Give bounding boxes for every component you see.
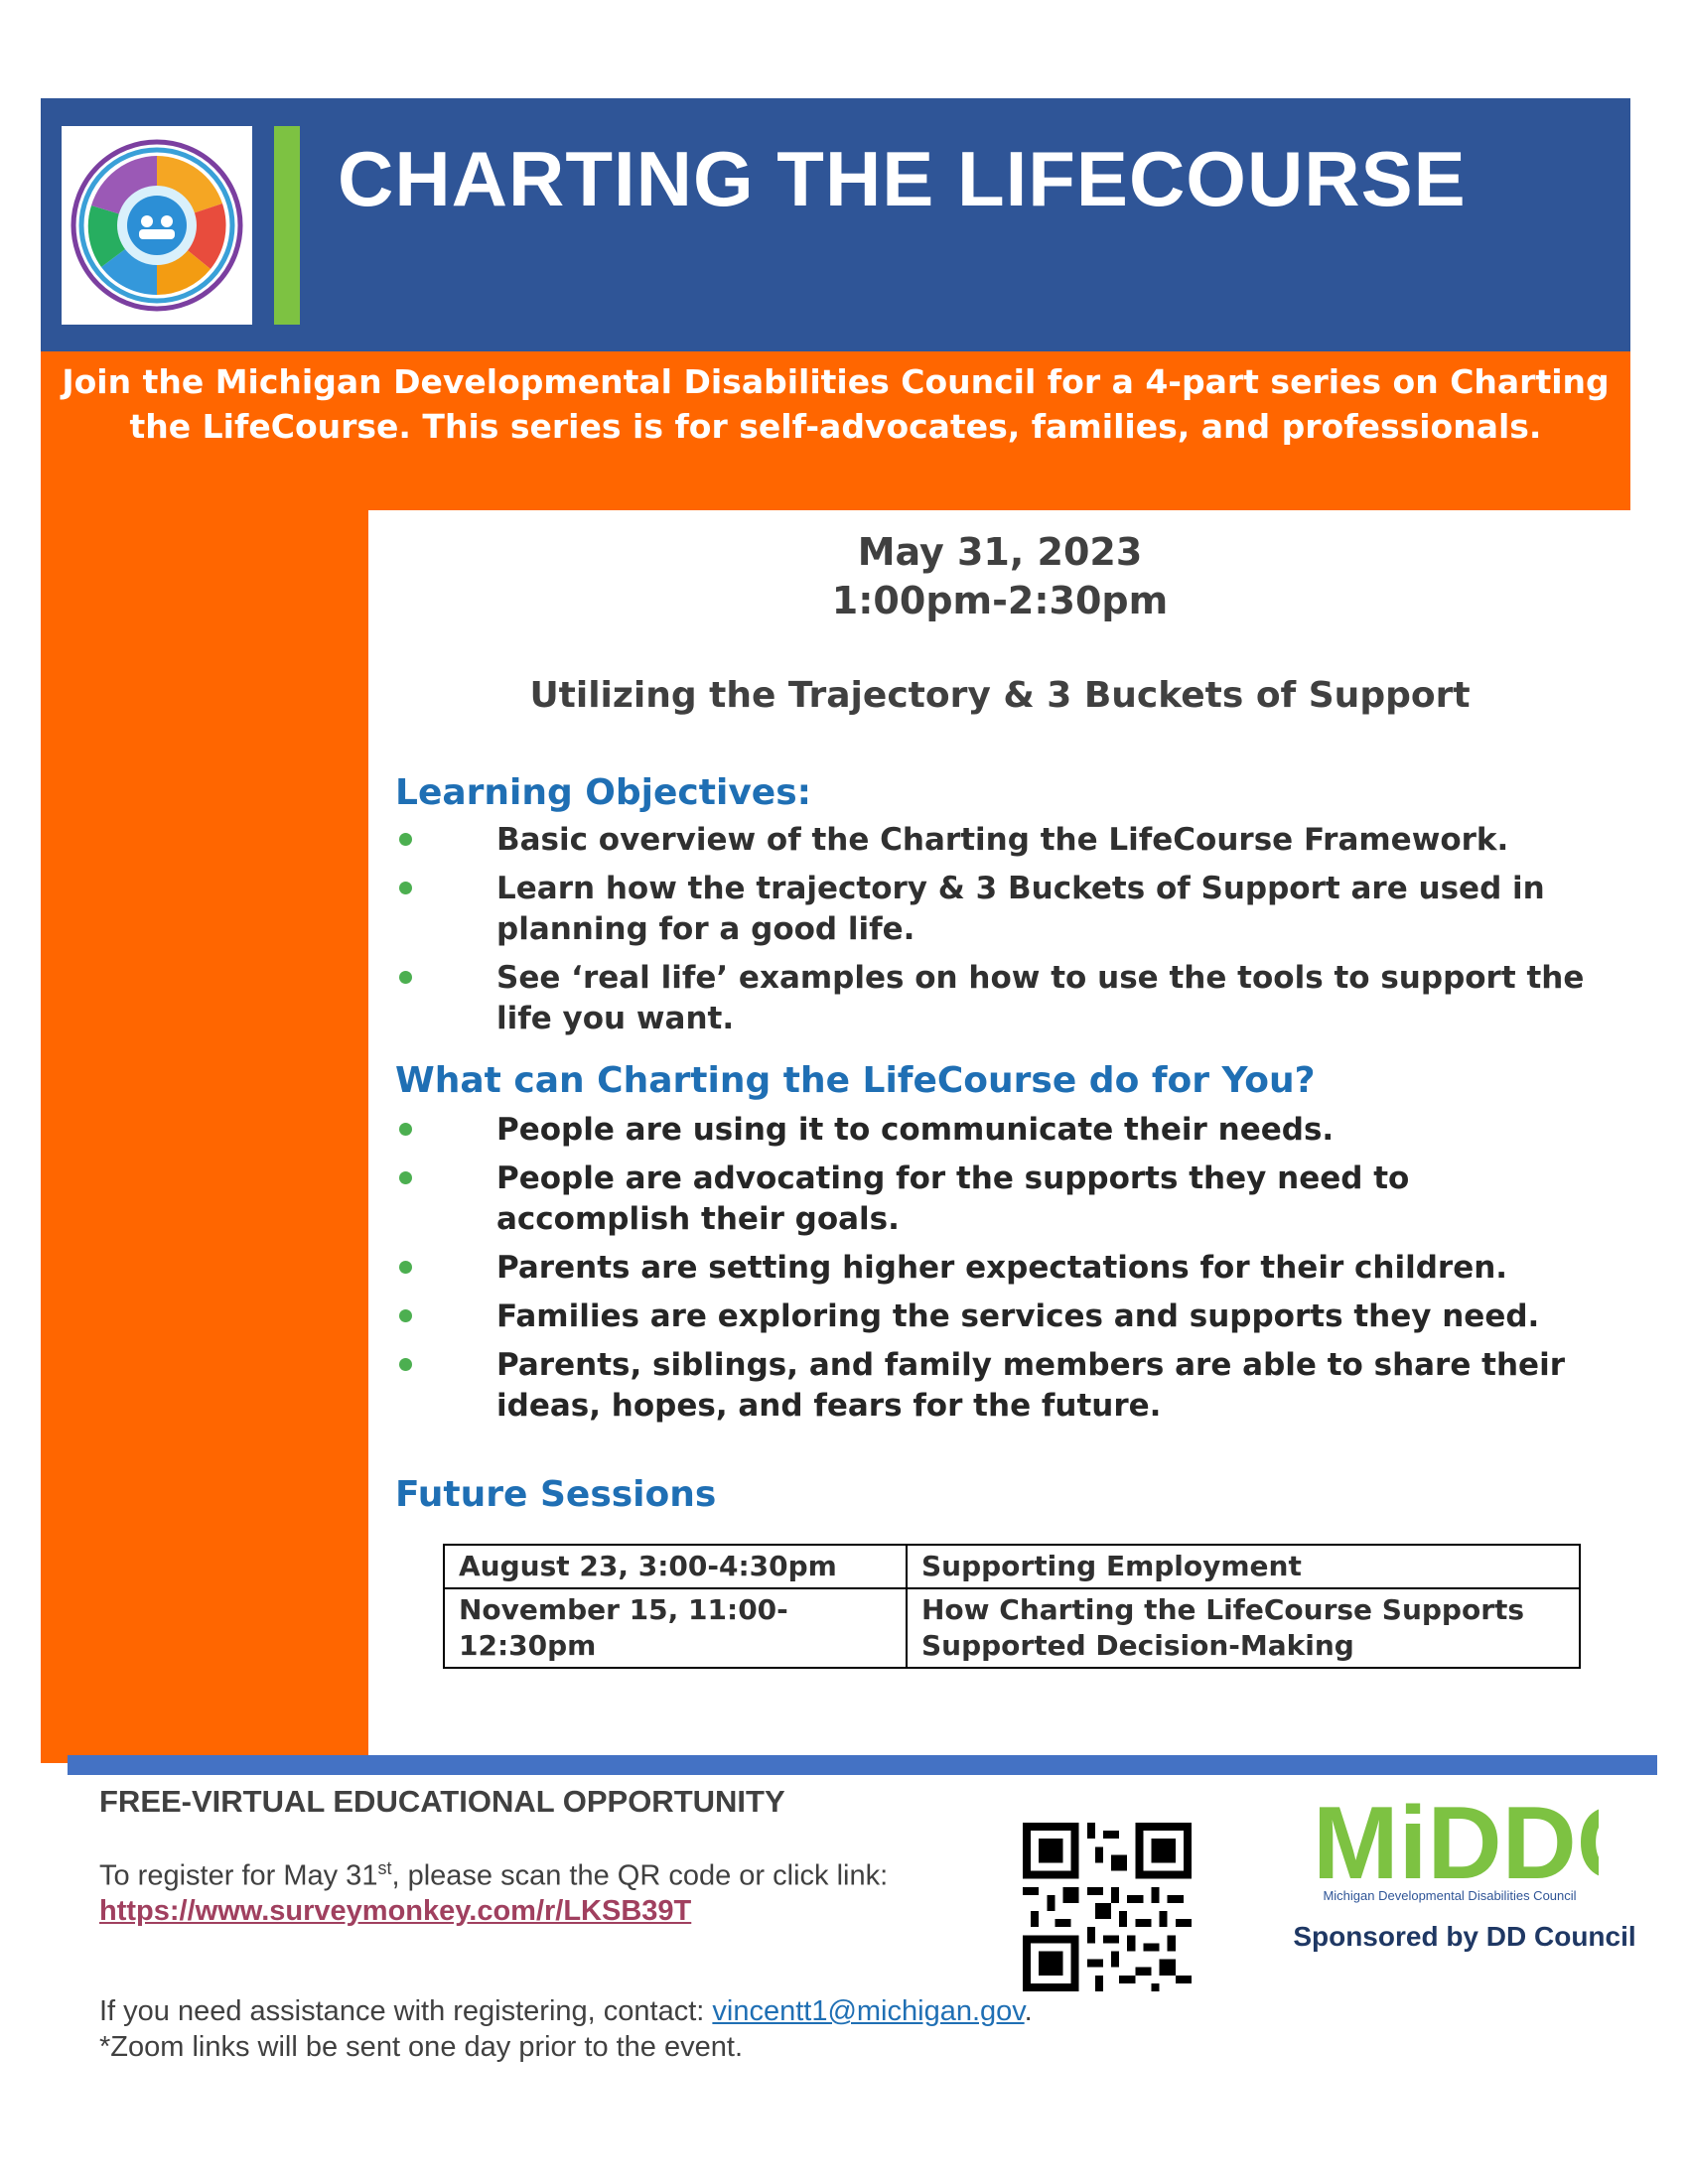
lifecourse-wheel-icon	[62, 126, 252, 325]
event-time: 1:00pm-2:30pm	[831, 579, 1169, 622]
table-row	[444, 1545, 1580, 1588]
bullet-icon	[399, 1261, 412, 1274]
objectives-list	[399, 820, 1591, 1047]
middc-logo-text: MiDD	[1313, 1787, 1577, 1896]
benefits-heading: What can Charting the LifeCourse do for You?	[395, 1060, 1316, 1101]
accent-bar	[274, 126, 300, 325]
benefits-list	[399, 1110, 1591, 1434]
list-item: Parents, siblings, and family members are able to share their ideas, hopes, and fears for the future.	[399, 1345, 1591, 1427]
session-when: November 15, 11:00-12:30pm	[444, 1588, 907, 1668]
bullet-icon	[399, 1123, 412, 1136]
register-link[interactable]: https://www.surveymonkey.com/r/LKSB39T	[99, 1895, 692, 1927]
free-label: FREE-VIRTUAL EDUCATIONAL OPPORTUNITY	[99, 1784, 785, 1819]
bullet-icon	[399, 971, 412, 984]
session-when: August 23, 3:00-4:30pm	[444, 1545, 907, 1588]
footer-divider	[68, 1755, 1657, 1775]
bullet-icon	[399, 1171, 412, 1184]
list-item: Families are exploring the services and supports they need.	[399, 1297, 1591, 1337]
assistance-text: If you need assistance with registering, contact: vincentt1@michigan.gov.	[99, 1995, 1033, 2027]
sponsor-text: Sponsored by DD Council	[1293, 1921, 1636, 1952]
list-item: People are advocating for the supports they need to accomplish their goals.	[399, 1159, 1591, 1240]
list-item: Learn how the trajectory & 3 Buckets of Support are used in planning for a good life.	[399, 869, 1591, 950]
sessions-table	[443, 1544, 1581, 1669]
lifecourse-logo	[62, 126, 252, 325]
session-topic: Supporting Employment	[907, 1545, 1580, 1588]
register-instructions: To register for May 31st, please scan the QR code or click link:	[99, 1858, 889, 1892]
event-date: May 31, 2023	[857, 530, 1143, 574]
zoom-note: *Zoom links will be sent one day prior to the event.	[99, 2031, 743, 2063]
side-band	[41, 510, 368, 1763]
objectives-heading: Learning Objectives:	[395, 772, 812, 813]
bullet-icon	[399, 833, 412, 846]
list-item: Parents are setting higher expectations for their children.	[399, 1248, 1591, 1289]
future-sessions-heading: Future Sessions	[395, 1474, 717, 1515]
qr-code-icon[interactable]	[1023, 1823, 1192, 1991]
list-item: Basic overview of the Charting the LifeCourse Framework.	[399, 820, 1591, 861]
page-title: CHARTING THE LIFECOURSE	[338, 135, 1467, 222]
bullet-icon	[399, 882, 412, 894]
session-title: Utilizing the Trajectory & 3 Buckets of Support	[529, 675, 1471, 716]
bullet-icon	[399, 1358, 412, 1371]
bullet-icon	[399, 1309, 412, 1322]
intro-text: Join the Michigan Developmental Disabilities Council for a 4-part series on Charting the LifeCourse. This series is for self-advocates, families, and professionals.	[62, 362, 1610, 446]
session-topic: How Charting the LifeCourse Supports Supported Decision-Making	[907, 1588, 1580, 1668]
list-item: People are using it to communicate their needs.	[399, 1110, 1591, 1151]
table-row	[444, 1588, 1580, 1668]
contact-email-link[interactable]: vincentt1@michigan.gov	[712, 1995, 1025, 2027]
list-item: See ‘real life’ examples on how to use the tools to support the life you want.	[399, 958, 1591, 1039]
middc-caption: Michigan Developmental Disabilities Council	[1323, 1888, 1577, 1903]
